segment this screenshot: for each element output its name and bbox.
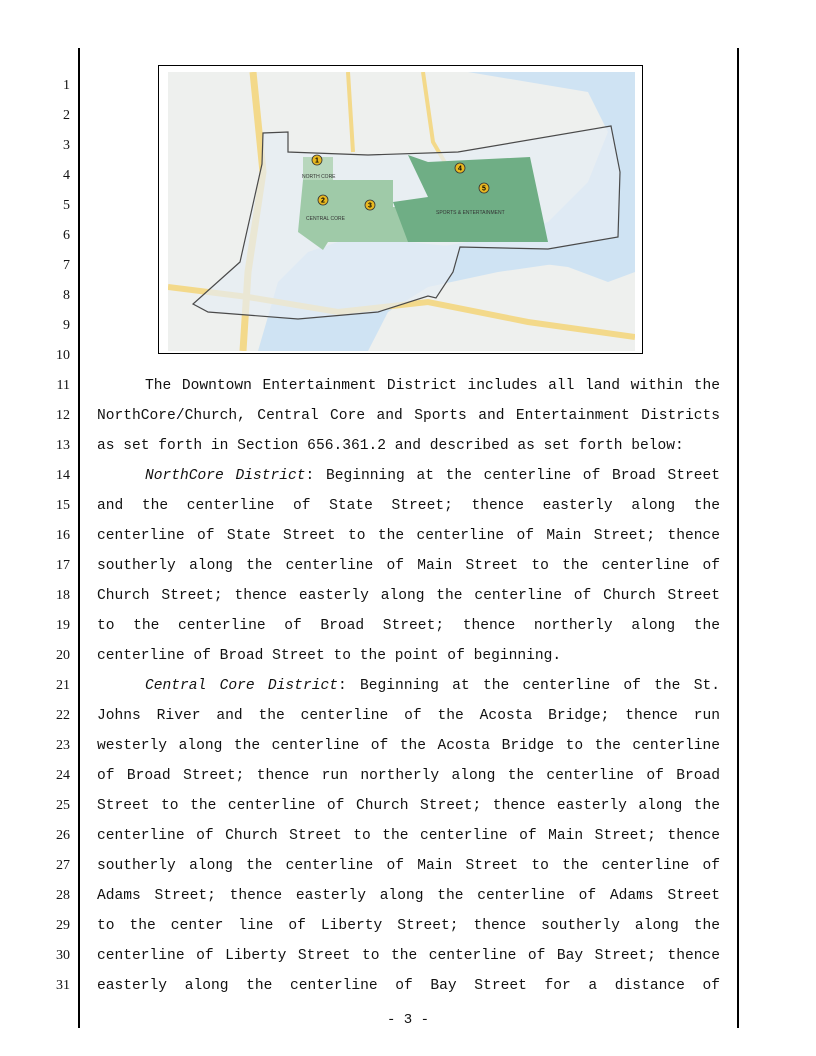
- line-number: 17: [56, 558, 70, 573]
- line-number: 20: [56, 648, 70, 663]
- line-text: centerline of Liberty Street to the centerline of Bay Street; thence: [97, 948, 720, 964]
- central-core-area: [298, 180, 408, 250]
- line-number: 28: [56, 888, 70, 903]
- text-line: [97, 888, 720, 904]
- line-number: 18: [56, 588, 70, 603]
- line-text: Street to the centerline of Church Street; thence easterly along the: [97, 798, 720, 814]
- text-line: [97, 828, 720, 844]
- line-number: 30: [56, 948, 70, 963]
- line-text: centerline of Broad Street to the point of beginning.: [97, 648, 562, 664]
- line-number: 23: [56, 738, 70, 753]
- line-text: : Beginning at the centerline of Broad Street: [305, 468, 720, 484]
- line-number: 11: [56, 378, 70, 393]
- line-text: of Broad Street; thence run northerly along the centerline of Broad: [97, 768, 720, 784]
- line-number: 31: [56, 978, 70, 993]
- line-number: 22: [56, 708, 70, 723]
- district-heading: NorthCore District: [145, 468, 306, 484]
- text-line: [97, 708, 720, 724]
- line-number: 8: [63, 288, 70, 303]
- map-image: [168, 72, 635, 351]
- line-number: 25: [56, 798, 70, 813]
- line-text: to the centerline of Broad Street; thence northerly along the: [97, 618, 720, 634]
- map-marker-number: 3: [368, 202, 372, 210]
- text-line: [97, 468, 720, 484]
- text-line: [97, 648, 720, 664]
- line-number: 24: [56, 768, 70, 783]
- right-margin-rule: [737, 48, 739, 1028]
- page-number: - 3 -: [386, 1012, 429, 1028]
- line-number: 14: [56, 468, 70, 483]
- text-line: [97, 528, 720, 544]
- line-number: 12: [56, 408, 70, 423]
- text-line: [97, 858, 720, 874]
- line-text: and the centerline of State Street; thence easterly along the: [97, 498, 720, 514]
- line-text: westerly along the centerline of the Acosta Bridge to the centerline: [97, 738, 720, 754]
- line-number: 10: [56, 348, 70, 363]
- text-line: [97, 618, 720, 634]
- label-central-core: CENTRAL CORE: [306, 216, 345, 222]
- line-number: 6: [63, 228, 70, 243]
- line-number: 5: [63, 198, 70, 213]
- district-heading: Central Core District: [145, 678, 338, 694]
- line-text: centerline of State Street to the centerline of Main Street; thence: [97, 528, 720, 544]
- line-number: 2: [63, 108, 70, 123]
- line-text: southerly along the centerline of Main Street to the centerline of: [97, 858, 720, 874]
- line-number: 21: [56, 678, 70, 693]
- line-text: to the center line of Liberty Street; thence southerly along the: [97, 918, 720, 934]
- line-text: Church Street; thence easterly along the centerline of Church Street: [97, 588, 720, 604]
- line-number: 4: [63, 168, 70, 183]
- text-line: [97, 948, 720, 964]
- line-number: 9: [63, 318, 70, 333]
- line-number: 16: [56, 528, 70, 543]
- line-text: southerly along the centerline of Main Street to the centerline of: [97, 558, 720, 574]
- text-line: [97, 408, 720, 424]
- text-line: [97, 798, 720, 814]
- line-text: as set forth in Section 656.361.2 and described as set forth below:: [97, 438, 684, 454]
- line-number: 26: [56, 828, 70, 843]
- line-number: 1: [63, 78, 70, 93]
- text-line: [97, 438, 720, 454]
- text-line: [97, 978, 720, 994]
- text-line: [97, 498, 720, 514]
- line-text: Johns River and the centerline of the Acosta Bridge; thence run: [97, 708, 720, 724]
- line-number: 19: [56, 618, 70, 633]
- line-number: 3: [63, 138, 70, 153]
- line-number: 15: [56, 498, 70, 513]
- text-line: [97, 678, 720, 694]
- text-line: [97, 738, 720, 754]
- line-text: The Downtown Entertainment District includes all land within the: [145, 378, 720, 394]
- text-line: [97, 768, 720, 784]
- district-map: [158, 65, 643, 354]
- map-marker-number: 1: [315, 157, 319, 165]
- label-north-core: NORTH CORE: [302, 174, 336, 180]
- text-line: [97, 378, 720, 394]
- map-marker-number: 2: [321, 197, 325, 205]
- map-marker-number: 4: [458, 165, 462, 173]
- line-text: NorthCore/Church, Central Core and Sports and Entertainment Districts: [97, 408, 720, 424]
- line-text: easterly along the centerline of Bay Street for a distance of: [97, 978, 720, 994]
- line-text: : Beginning at the centerline of the St.: [337, 678, 720, 694]
- text-line: [97, 558, 720, 574]
- line-number: 27: [56, 858, 70, 873]
- line-number: 7: [63, 258, 70, 273]
- left-margin-rule: [78, 48, 80, 1028]
- map-marker-number: 5: [482, 185, 486, 193]
- text-line: [97, 918, 720, 934]
- label-sports-entertainment: SPORTS & ENTERTAINMENT: [436, 210, 505, 216]
- line-number: 13: [56, 438, 70, 453]
- line-number: 29: [56, 918, 70, 933]
- line-text: Adams Street; thence easterly along the centerline of Adams Street: [97, 888, 720, 904]
- text-line: [97, 588, 720, 604]
- line-text: centerline of Church Street to the centerline of Main Street; thence: [97, 828, 720, 844]
